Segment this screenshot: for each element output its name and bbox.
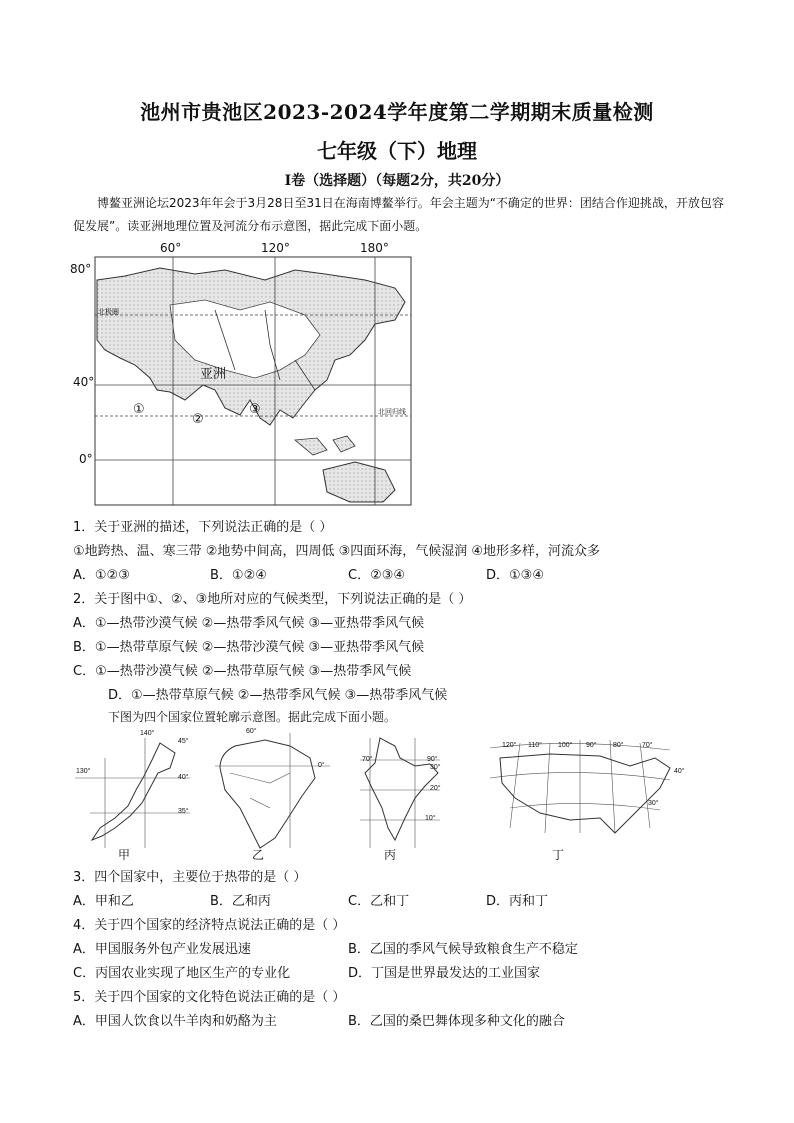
country-label-jia: 甲 <box>118 848 131 862</box>
ding-coord-100: 100° <box>558 742 573 749</box>
arctic-circle-label: 北极圈 <box>98 308 119 316</box>
lon-label-180: 180° <box>360 241 389 255</box>
map-bing <box>360 738 440 848</box>
lat-label-0: 0° <box>79 452 93 466</box>
q2-option-a: A．①—热带沙漠气候 ②—热带季风气候 ③—亚热带季风气候 <box>73 616 425 631</box>
ding-coord-30: 30° <box>648 800 659 807</box>
q4-option-c: C．丙国农业实现了地区生产的专业化 <box>73 966 291 981</box>
jia-coord-35: 35° <box>178 808 189 815</box>
q3-stem: 3．四个国家中，主要位于热带的是（ ） <box>73 870 307 885</box>
section-heading: I卷（选择题）（每题2分，共20分） <box>284 173 510 189</box>
q1-option-d: D．①③④ <box>486 568 544 583</box>
country-label-bing: 丙 <box>384 848 397 862</box>
asia-map <box>65 240 425 510</box>
bing-coord-30: 30° <box>430 764 441 771</box>
q1-stem: 1．关于亚洲的描述，下列说法正确的是（ ） <box>73 520 333 535</box>
bing-coord-70: 70° <box>362 756 373 763</box>
jia-coord-45: 45° <box>178 738 189 745</box>
map-ding <box>490 740 670 833</box>
bing-coord-10: 10° <box>425 815 436 822</box>
q1-option-b: B．①②④ <box>210 568 267 583</box>
country-maps <box>70 728 730 863</box>
q4-option-d: D．丁国是世界最发达的工业国家 <box>348 966 541 981</box>
q2-option-b: B．①—热带草原气候 ②—热带沙漠气候 ③—亚热带季风气候 <box>73 640 425 655</box>
ding-coord-70: 70° <box>642 742 653 749</box>
asia-label: 亚洲 <box>200 367 227 382</box>
marker-2: ② <box>192 412 204 427</box>
q2-stem: 2．关于图中①、②、③地所对应的气候类型，下列说法正确的是（ ） <box>73 592 472 607</box>
bing-coord-20: 20° <box>430 785 441 792</box>
map-jia <box>75 738 190 848</box>
intro-paragraph-2: 下图为四个国家位置轮廓示意图。据此完成下面小题。 <box>108 710 397 724</box>
ding-coord-80: 80° <box>613 742 624 749</box>
country-label-yi: 乙 <box>252 848 265 862</box>
intro-paragraph-1: 博鳌亚洲论坛2023年年会于3月28日至31日在海南博鳌举行。年会主题为“不确定的世界：团结合作迎挑战，开放包容促发展”。读亚洲地理位置及河流分布示意图，据此完成下面小题。 <box>73 196 724 233</box>
q4-option-b: B．乙国的季风气候导致粮食生产不稳定 <box>348 942 578 957</box>
asia-map-svg <box>65 240 425 510</box>
exam-subtitle: 七年级（下）地理 <box>317 139 477 163</box>
bing-coord-90: 90° <box>427 756 438 763</box>
ding-coord-90: 90° <box>586 742 597 749</box>
q1-statements: ①地跨热、温、寒三带 ②地势中间高，四周低 ③四面环海，气候湿润 ④地形多样，河流众多 <box>73 544 601 559</box>
q3-option-a: A．甲和乙 <box>73 894 134 909</box>
q2-option-d: D．①—热带草原气候 ②—热带季风气候 ③—热带季风气候 <box>108 688 448 703</box>
yi-coord-0: 0° <box>318 762 325 769</box>
jia-coord-140: 140° <box>140 730 155 737</box>
q4-option-a: A．甲国服务外包产业发展迅速 <box>73 942 251 957</box>
ding-coord-40: 40° <box>674 768 685 775</box>
q5-stem: 5．关于四个国家的文化特色说法正确的是（ ） <box>73 990 346 1005</box>
exam-title: 池州市贵池区2023-2024学年度第二学期期末质量检测 <box>140 100 654 124</box>
lat-label-40: 40° <box>73 375 95 389</box>
q3-option-d: D．丙和丁 <box>486 894 549 909</box>
jia-coord-130: 130° <box>76 768 91 775</box>
q2-option-c: C．①—热带沙漠气候 ②—热带草原气候 ③—热带季风气候 <box>73 664 412 679</box>
q1-option-a: A．①②③ <box>73 568 130 583</box>
lon-label-60: 60° <box>160 241 182 255</box>
marker-3: ③ <box>249 402 261 417</box>
lat-label-80: 80° <box>70 262 92 276</box>
ding-coord-110: 110° <box>528 742 542 749</box>
q3-option-b: B．乙和丙 <box>210 894 271 909</box>
q1-option-c: C．②③④ <box>348 568 406 583</box>
q3-option-c: C．乙和丁 <box>348 894 410 909</box>
ding-coord-120: 120° <box>502 742 517 749</box>
tropic-label: 北回归线 <box>378 408 406 416</box>
country-label-ding: 丁 <box>552 848 565 862</box>
jia-coord-40: 40° <box>178 774 189 781</box>
yi-coord-60: 60° <box>246 728 257 735</box>
q5-option-a: A．甲国人饮食以牛羊肉和奶酪为主 <box>73 1014 277 1029</box>
marker-1: ① <box>133 402 145 417</box>
lon-label-120: 120° <box>261 241 290 255</box>
country-maps-svg <box>70 728 730 863</box>
q5-option-b: B．乙国的桑巴舞体现多种文化的融合 <box>348 1014 565 1029</box>
q4-stem: 4．关于四个国家的经济特点说法正确的是（ ） <box>73 918 346 933</box>
map-yi <box>215 733 330 848</box>
